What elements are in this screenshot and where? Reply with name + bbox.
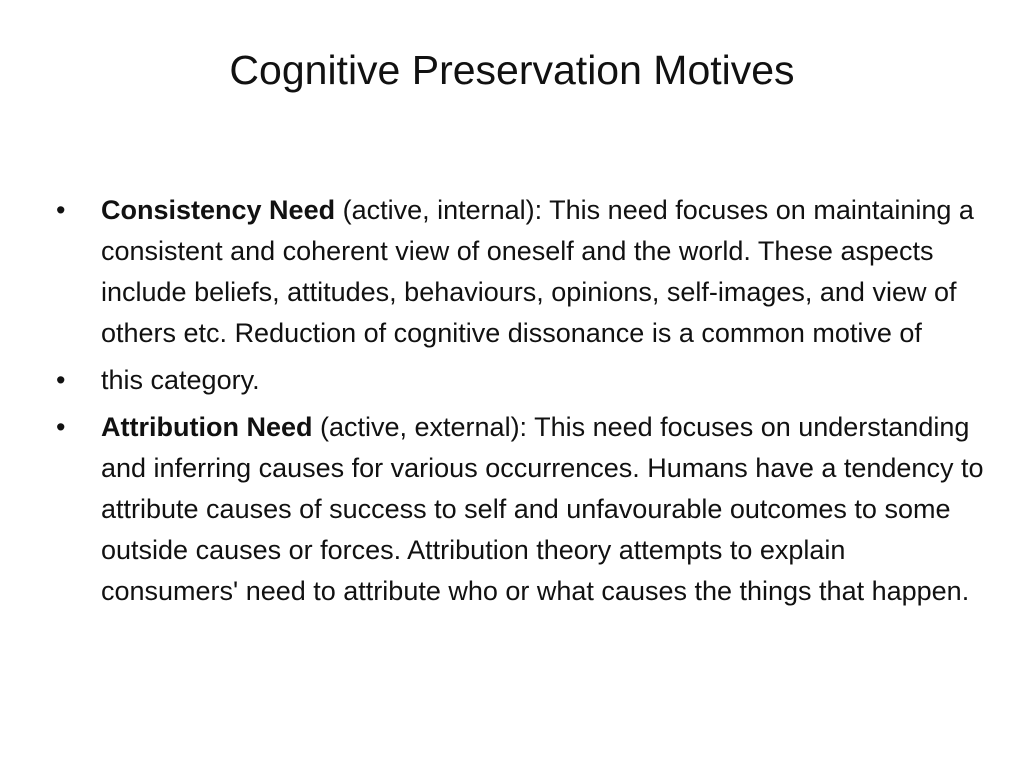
bullet-heading: Consistency Need <box>101 195 336 225</box>
bullet-text: (active, internal): This need focuses on maintaining a consistent and coherent view of oneself and the world. These aspects include beliefs, attitudes, behaviours, opinions, self-images, and view of others etc. Reduction of cognitive dissonance is a common motive of <box>101 195 974 348</box>
bullet-dot-icon: • <box>56 412 66 442</box>
bullet-heading: Attribution Need <box>101 412 313 442</box>
bullet-consistency-need <box>56 190 986 354</box>
bullet-category-continuation <box>56 360 986 401</box>
bullet-attribution-need <box>56 407 986 612</box>
bullet-text: (active, external): This need focuses on understanding and inferring causes for various occurrences. Humans have a tendency to attribute causes of success to self and unfavourable outcomes to some outside causes or forces. Attribution theory attempts to explain consumers' need to attribute who or what causes the things that happen. <box>101 412 984 606</box>
bullet-dot-icon: • <box>56 365 66 395</box>
bullet-list <box>56 190 986 618</box>
bullet-text: this category. <box>101 365 260 395</box>
bullet-dot-icon: • <box>56 195 66 225</box>
slide-title: Cognitive Preservation Motives <box>229 47 795 93</box>
